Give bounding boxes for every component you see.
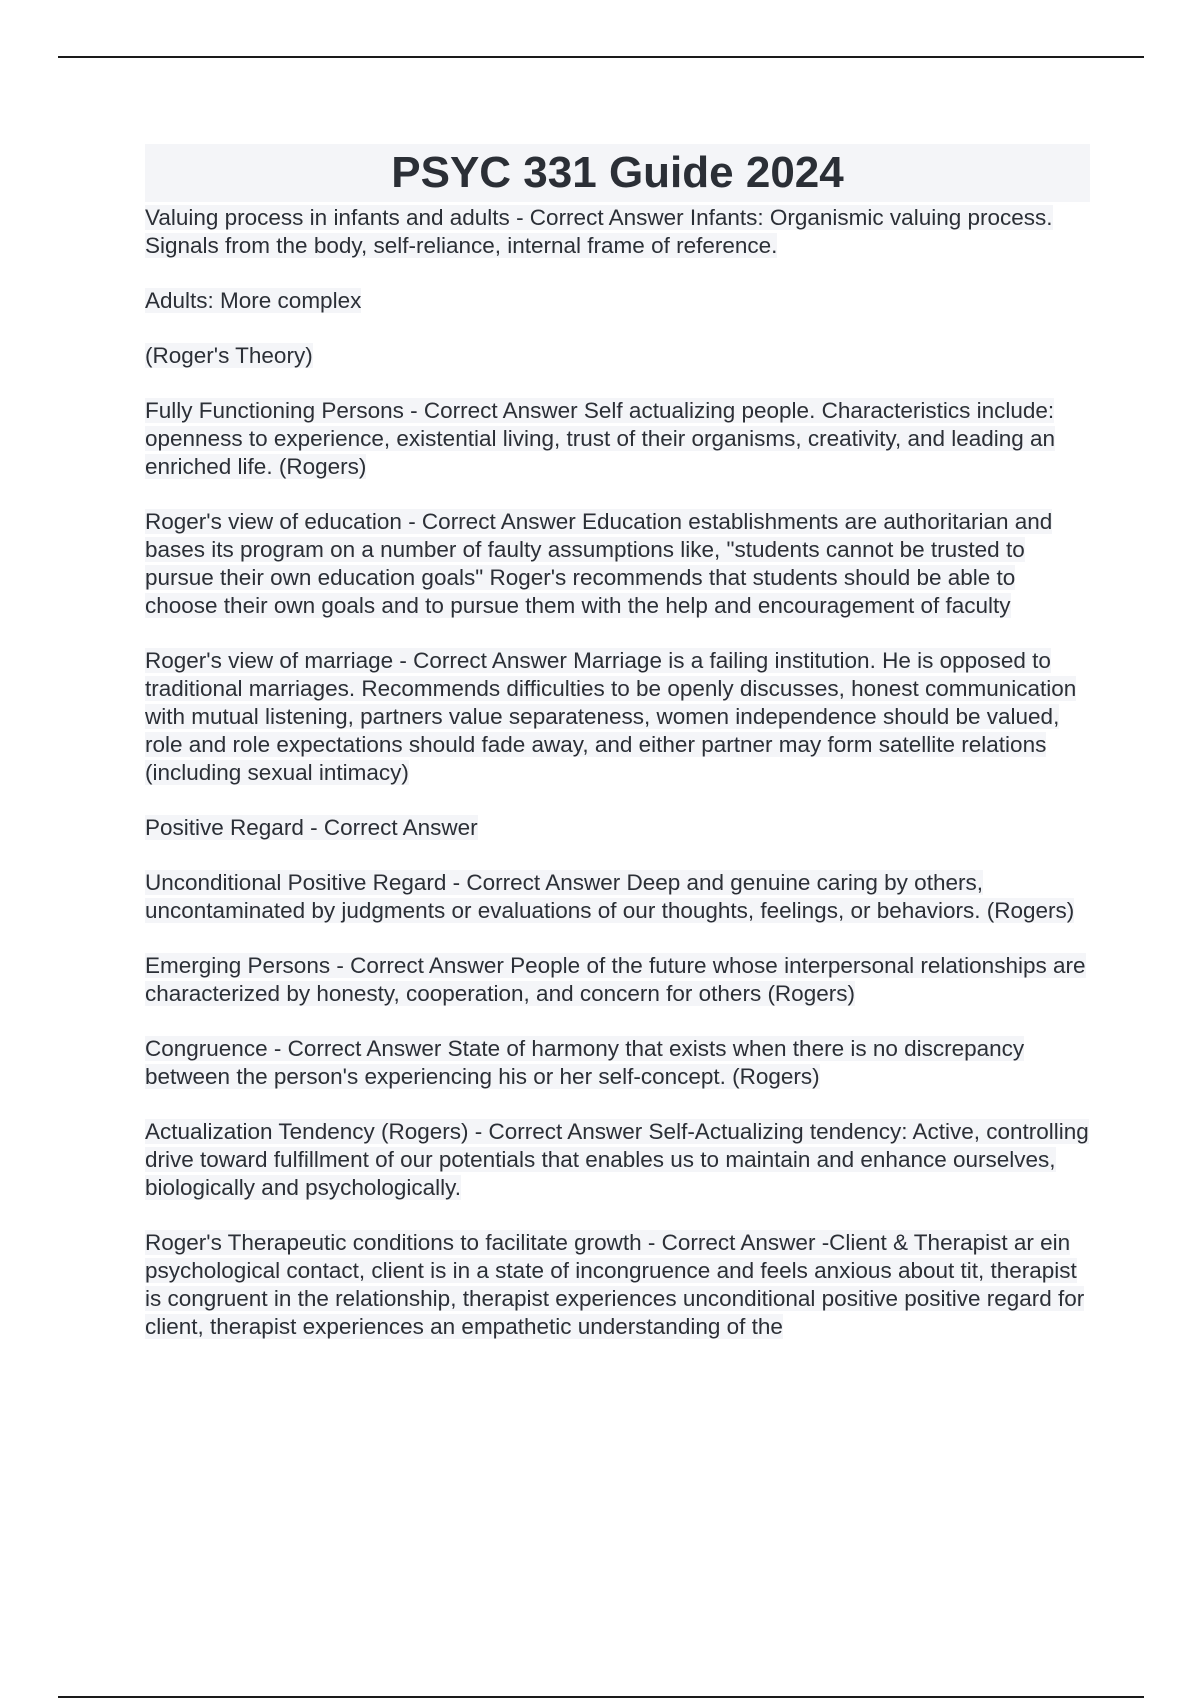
top-divider (58, 56, 1144, 58)
paragraph-fully-functioning: Fully Functioning Persons - Correct Answer Self actualizing people. Characteristics include: openness to experience, existential living, trust of their organisms, creativity, and leading an enriched life. (Rogers) (145, 398, 1056, 479)
paragraph-adults: Adults: More complex (145, 288, 362, 313)
document-body (145, 144, 1090, 1368)
bottom-divider (58, 1696, 1144, 1698)
paragraph-unconditional-positive-regard: Unconditional Positive Regard - Correct Answer Deep and genuine caring by others, uncontaminated by judgments or evaluations of our thoughts, feelings, or behaviors. (Rogers) (145, 870, 1075, 923)
paragraph-therapeutic-conditions: Roger's Therapeutic conditions to facilitate growth - Correct Answer -Client & Therapist ar ein psychological contact, client is in a state of incongruence and feels anxious about tit, therapist is congruent in the relationship, therapist experiences unconditional positive positive regard for client, therapist experiences an empathetic understanding of the (145, 1230, 1085, 1339)
paragraph-rogers-theory: (Roger's Theory) (145, 343, 313, 368)
document-title: PSYC 331 Guide 2024 (145, 144, 1090, 202)
paragraph-positive-regard: Positive Regard - Correct Answer (145, 815, 478, 840)
paragraph-actualization-tendency: Actualization Tendency (Rogers) - Correct Answer Self-Actualizing tendency: Active, controlling drive toward fulfillment of our potentials that enables us to maintain and enhance ourselves, biologically and psychologically. (145, 1119, 1089, 1200)
paragraph-emerging-persons: Emerging Persons - Correct Answer People of the future whose interpersonal relationships are characterized by honesty, cooperation, and concern for others (Rogers) (145, 953, 1086, 1006)
paragraph-education: Roger's view of education - Correct Answer Education establishments are authoritarian and bases its program on a number of faulty assumptions like, "students cannot be trusted to pursue their own education goals" Roger's recommends that students should be able to choose their own goals and to pursue them with the help and encouragement of faculty (145, 509, 1053, 618)
paragraph-marriage: Roger's view of marriage - Correct Answer Marriage is a failing institution. He is opposed to traditional marriages. Recommends difficulties to be openly discusses, honest communication with mutual listening, partners value separateness, women independence should be valued, role and role expectations should fade away, and either partner may form satellite relations (including sexual intimacy) (145, 648, 1077, 785)
paragraph-valuing-process: Valuing process in infants and adults - Correct Answer Infants: Organismic valuing process. Signals from the body, self-reliance, internal frame of reference. (145, 205, 1053, 258)
paragraph-congruence: Congruence - Correct Answer State of harmony that exists when there is no discrepancy between the person's experiencing his or her self-concept. (Rogers) (145, 1036, 1025, 1089)
